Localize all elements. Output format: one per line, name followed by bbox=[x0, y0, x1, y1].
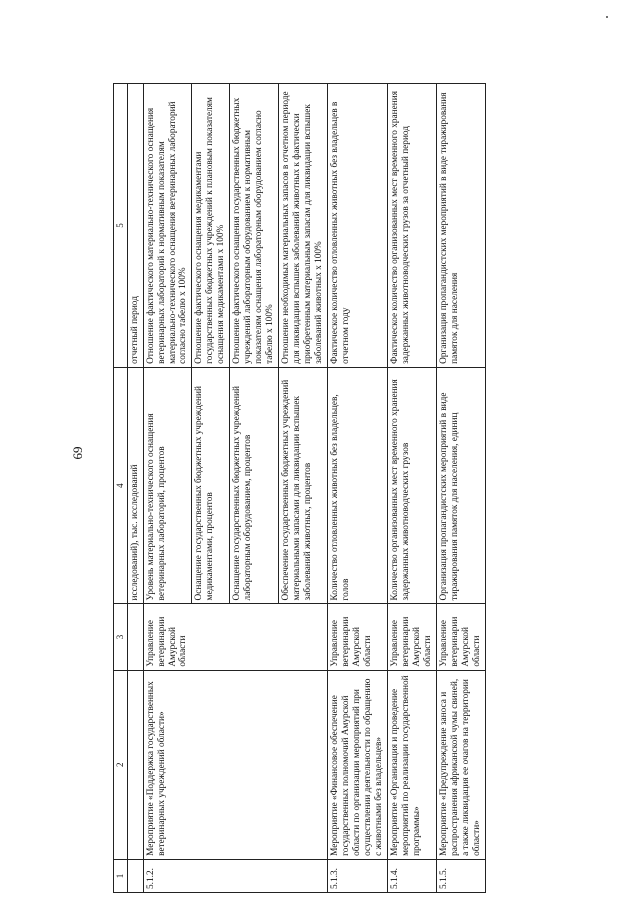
method-cell: Отношение фактического оснащения медикаментами государственных бюджетных учреждений к плановым показателям оснащения медикаментами х 100% bbox=[192, 84, 230, 368]
executor-cell: Управление ветеринарии Амурской области bbox=[436, 604, 485, 670]
indicator-cell: Уровень материально-технического оснащения ветеринарных лабораторий, процентов bbox=[143, 367, 192, 604]
indicator-cell: Количество отловленных животных без владельцев, голов bbox=[328, 367, 388, 604]
measure-cell: Мероприятие «Предупреждение заноса и распространения африканской чумы свиней, а также ликвидация ее очагов на территории области» bbox=[436, 670, 485, 859]
indicator-cell: Количество организованных мест временного хранения задержанных животноводческих грузов bbox=[387, 367, 436, 604]
table-row bbox=[387, 84, 436, 893]
measure-cell: Мероприятие «Финансовое обеспечение государственных полномочий Амурской области по организации мероприятий при осуществлении деятельности по обращению с животными без владельцев» bbox=[328, 670, 388, 859]
executor-cell: Управление ветеринарии Амурской области bbox=[143, 604, 328, 670]
header-col-5: 5 bbox=[114, 84, 128, 368]
indicator-cell: Оснащение государственных бюджетных учреждений медикаментами, процентов bbox=[192, 367, 230, 604]
scan-speck bbox=[606, 16, 608, 18]
page-number: 69 bbox=[70, 446, 85, 460]
indicator-cell: Оснащение государственных бюджетных учреждений лабораторным оборудованием, процентов bbox=[230, 367, 279, 604]
executor-cell: Управление ветеринарии Амурской области bbox=[387, 604, 436, 670]
indicator-cell: исследований), тыс. исследований bbox=[127, 367, 143, 604]
rotated-table-frame bbox=[113, 83, 628, 893]
executor-cell: Управление ветеринарии Амурской области bbox=[328, 604, 388, 670]
method-cell: отчетный период bbox=[127, 84, 143, 368]
method-cell: Фактическое количество отловленных животных без владельцев в отчетном году bbox=[328, 84, 388, 368]
method-cell: Отношение фактического материально-технического оснащения ветеринарных лабораторий к нормативным показателям материально-технического оснащения ветеринарных лабораторий согласно табелю х 100% bbox=[143, 84, 192, 368]
indicator-cell: Организация пропагандистских мероприятий в виде тиражирования памяток для населения, единиц bbox=[436, 367, 485, 604]
method-cell: Отношение фактического оснащения государственных бюджетных учреждений лабораторным оборудованием к нормативным показателям оснащения лабораторным оборудованием согласно табелю х 100% bbox=[230, 84, 279, 368]
row-number: 5.1.2. bbox=[143, 859, 328, 892]
header-col-4: 4 bbox=[114, 367, 128, 604]
row-number: 5.1.3. bbox=[328, 859, 388, 892]
table-row bbox=[143, 84, 192, 893]
table-row bbox=[328, 84, 388, 893]
table-row bbox=[436, 84, 485, 893]
row-number: 5.1.5. bbox=[436, 859, 485, 892]
header-row bbox=[114, 84, 128, 893]
method-cell: Организация пропагандистских мероприятий в виде тиражирования памяток для населения bbox=[436, 84, 485, 368]
method-cell: Фактическое количество организованных мест временного хранения задержанных животноводческих грузов за отчетный период bbox=[387, 84, 436, 368]
measure-cell: Мероприятие «Поддержка государственных ветеринарных учреждений области» bbox=[143, 670, 328, 859]
measures-table bbox=[113, 83, 486, 893]
continuation-row bbox=[127, 84, 143, 893]
header-col-3: 3 bbox=[114, 604, 128, 670]
header-col-2: 2 bbox=[114, 670, 128, 859]
rotated-table-content bbox=[113, 83, 628, 893]
row-number: 5.1.4. bbox=[387, 859, 436, 892]
measure-cell: Мероприятие «Организация и проведение мероприятий по реализации государственной программы» bbox=[387, 670, 436, 859]
indicator-cell: Обеспечение государственных бюджетных учреждений материальными запасами для ликвидации вспышек заболеваний животных, процентов bbox=[279, 367, 328, 604]
header-col-1: 1 bbox=[114, 859, 128, 892]
method-cell: Отношение необходимых материальных запасов в отчетном периоде для ликвидации вспышек заболеваний животных к фактически приобретенным материальным запасам для ликвидации вспышек заболеваний животных х 100% bbox=[279, 84, 328, 368]
